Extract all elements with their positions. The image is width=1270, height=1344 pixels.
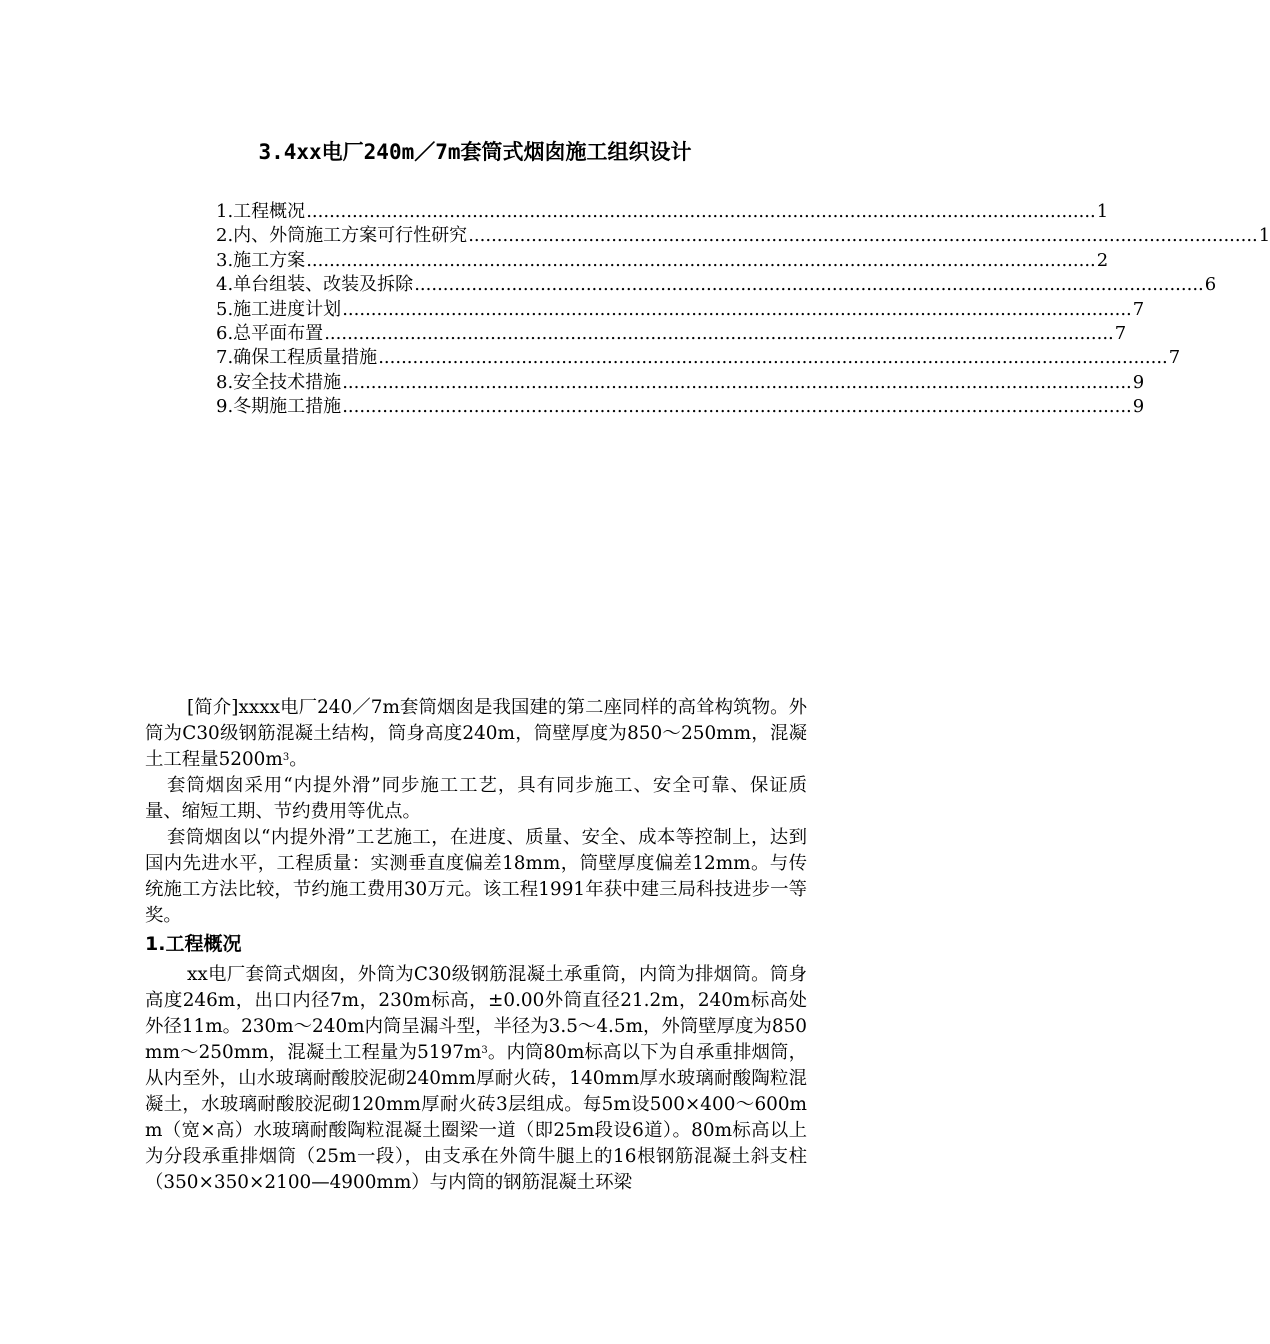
toc-entry-label: 3.施工方案 [216,249,306,271]
toc-leader-dots: .......................................................................................................................................... [468,225,1258,247]
toc-entry-label: 7.确保工程质量措施 [216,347,378,369]
intro-text: [简介]xxxx电厂240／7m套筒烟囱是我国建的第二座同样的高耸构筑物。外筒为C30级钢筋混凝土结构，筒身高度240m，筒壁厚度为850～250mm，混凝土工程量5200m [145,697,807,770]
toc-entry-label: 9.冬期施工措施 [216,396,342,418]
section-1-paragraph [145,962,807,1196]
toc-leader-dots: .......................................................................................................................................... [342,298,1132,320]
toc-leader-dots: .......................................................................................................................................... [414,274,1204,296]
superscript: 3 [481,1045,488,1056]
document-title: 3.4xx电厂240m／7m套筒式烟囱施工组织设计 [258,140,692,164]
toc-entry-page: 1 [1096,201,1109,222]
toc-entry-page: 9 [1132,371,1145,393]
toc-leader-dots: .......................................................................................................................................... [378,347,1168,369]
toc-entry[interactable] [216,273,1217,297]
intro-text-end: 。 [289,749,308,770]
intro-paragraph-2: 套筒烟囱采用“内提外滑”同步施工工艺，具有同步施工、安全可靠、保证质量、缩短工期、节约费用等优点。 [145,775,807,822]
toc-entry-label: 2.内、外筒施工方案可行性研究 [216,225,468,247]
toc-entry[interactable] [216,322,1127,346]
toc-entry[interactable] [216,371,1145,395]
section-heading: 1.工程概况 [145,933,242,955]
intro-paragraph-3: 套筒烟囱以“内提外滑”工艺施工，在进度、质量、安全、成本等控制上，达到国内先进水平，工程质量：实测垂直度偏差18mm，筒壁厚度偏差12mm。与传统施工方法比较，节约施工费用30万元。该工程1991年获中建三局科技进步一等奖。 [145,827,807,926]
toc-entry-page: 7 [1168,347,1181,369]
superscript: 3 [282,752,290,763]
toc-entry[interactable] [216,200,1109,224]
table-of-contents [216,200,1270,420]
toc-entry[interactable] [216,249,1109,273]
intro-section [145,695,807,929]
toc-leader-dots: .......................................................................................................................................... [306,201,1096,222]
toc-entry-label: 1.工程概况 [216,201,306,222]
toc-leader-dots: .......................................................................................................................................... [306,249,1096,271]
toc-entry-label: 5.施工进度计划 [216,298,342,320]
section-text: xx电厂套筒式烟囱，外筒为C30级钢筋混凝土承重筒，内筒为排烟筒。筒身高度246m，出口内径7m，230m标高，±0.00外筒直径21.2m，240m标高处外径11m。230m～240m内筒呈漏斗型，半径为3.5～4.5m，外筒壁厚度为850mm～250mm，混凝土工程量为5197m [145,964,807,1063]
toc-leader-dots: .......................................................................................................................................... [342,371,1132,393]
toc-entry-page: 6 [1204,274,1217,296]
toc-entry-page: 7 [1114,322,1127,344]
toc-entry-label: 8.安全技术措施 [216,371,342,393]
toc-entry[interactable] [216,298,1145,322]
toc-entry-page: 7 [1132,298,1145,320]
toc-leader-dots: .......................................................................................................................................... [342,396,1132,418]
toc-entry[interactable] [216,395,1145,419]
toc-entry-page: 1 [1258,225,1270,247]
toc-entry-label: 4.单台组装、改装及拆除 [216,274,414,296]
intro-paragraph-1 [145,695,807,773]
toc-entry[interactable] [216,346,1181,370]
toc-entry-page: 2 [1096,249,1109,271]
section-1 [145,930,807,1196]
toc-entry[interactable] [216,224,1270,248]
section-text-end: 。内筒80m标高以下为自承重排烟筒，从内至外，山水玻璃耐酸胶泥砌240mm厚耐火砖，140mm厚水玻璃耐酸陶粒混凝土，水玻璃耐酸胶泥砌120mm厚耐火砖3层组成。每5m设500×400～600mm（宽×高）水玻璃耐酸陶粒混凝土圈梁一道（即25m段设6道）。80m标高以上为分段承重排烟筒（25m一段），由支承在外筒牛腿上的16根钢筋混凝土斜支柱（350×350×2100—4900mm）与内筒的钢筋混凝土环梁 [145,1042,807,1193]
toc-entry-page: 9 [1132,396,1145,418]
toc-leader-dots: .......................................................................................................................................... [324,322,1114,344]
toc-entry-label: 6.总平面布置 [216,322,324,344]
